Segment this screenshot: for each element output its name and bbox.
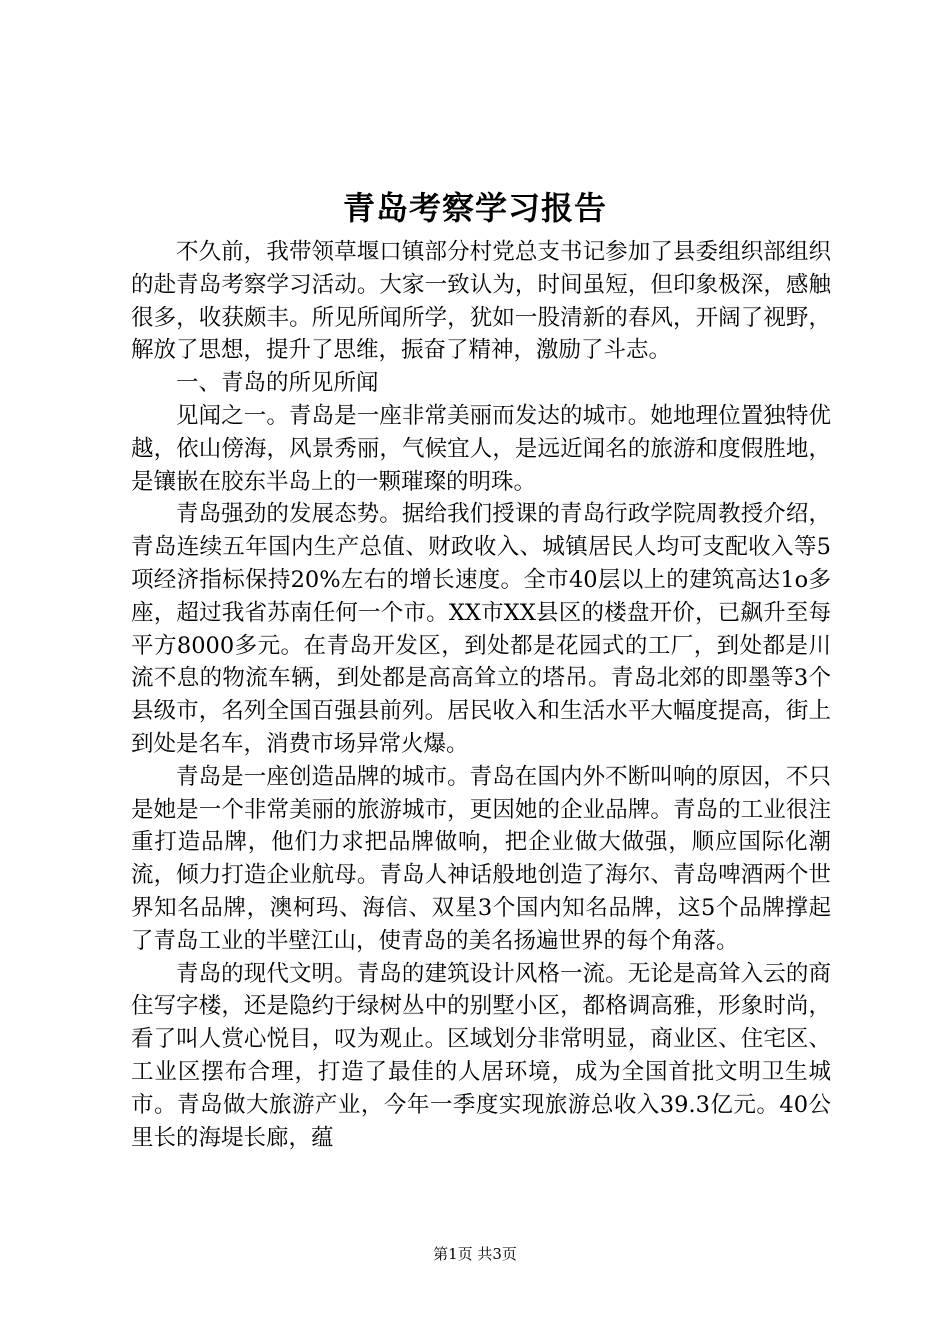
paragraph-development: 青岛强劲的发展态势。据给我们授课的青岛行政学院周教授介绍，青岛连续五年国内生产总值、财政收入、城镇居民人均可支配收入等5项经济指标保持20%左右的增长速度。全市40层以上的建筑高达1o多座，超过我省苏南任何一个市。XX市XX县区的楼盘开价，已飙升至每平方8000多元。在青岛开发区，到处都是花园式的工厂，到处都是川流不息的物流车辆，到处都是高高耸立的塔吊。青岛北郊的即墨等3个县级市，名列全国百强县前列。居民收入和生活水平大幅度提高，街上到处是名车，消费市场异常火爆。 [131, 501, 831, 757]
page-number-footer: 第1页 共3页 [433, 1245, 517, 1263]
document-body [131, 236, 831, 1154]
paragraph-intro: 不久前，我带领草堰口镇部分村党总支书记参加了县委组织部组织的赴青岛考察学习活动。大家一致认为，时间虽短，但印象极深，感触很多，收获颇丰。所见所闻所学，犹如一股清新的春风，开阔了视野，解放了思想，提升了思维，振奋了精神，激励了斗志。 [131, 239, 831, 364]
paragraph-civilization: 青岛的现代文明。青岛的建筑设计风格一流。无论是高耸入云的商住写字楼，还是隐约于绿树丛中的别墅小区，都格调高雅，形象时尚，看了叫人赏心悦目，叹为观止。区域划分非常明显，商业区、住宅区、工业区摆布合理，打造了最佳的人居环境，成为全国首批文明卫生城市。青岛做大旅游产业，今年一季度实现旅游总收入39.3亿元。40公里长的海堤长廊，蕴 [131, 960, 831, 1151]
section-heading: 一、青岛的所见所闻 [176, 370, 379, 397]
paragraph-brands: 青岛是一座创造品牌的城市。青岛在国内外不断叫响的原因，不只是她是一个非常美丽的旅游城市，更因她的企业品牌。青岛的工业很注重打造品牌，他们力求把品牌做响，把企业做大做强，顺应国际化潮流，倾力打造企业航母。青岛人神话般地创造了海尔、青岛啤酒两个世界知名品牌，澳柯玛、海信、双星3个国内知名品牌，这5个品牌撑起了青岛工业的半壁江山，使青岛的美名扬遍世界的每个角落。 [131, 763, 831, 954]
document-title: 青岛考察学习报告 [342, 189, 607, 227]
paragraph-city-beauty: 见闻之一。青岛是一座非常美丽而发达的城市。她地理位置独特优越，依山傍海，风景秀丽，气候宜人，是远近闻名的旅游和度假胜地，是镶嵌在胶东半岛上的一颗璀璨的明珠。 [131, 402, 831, 495]
